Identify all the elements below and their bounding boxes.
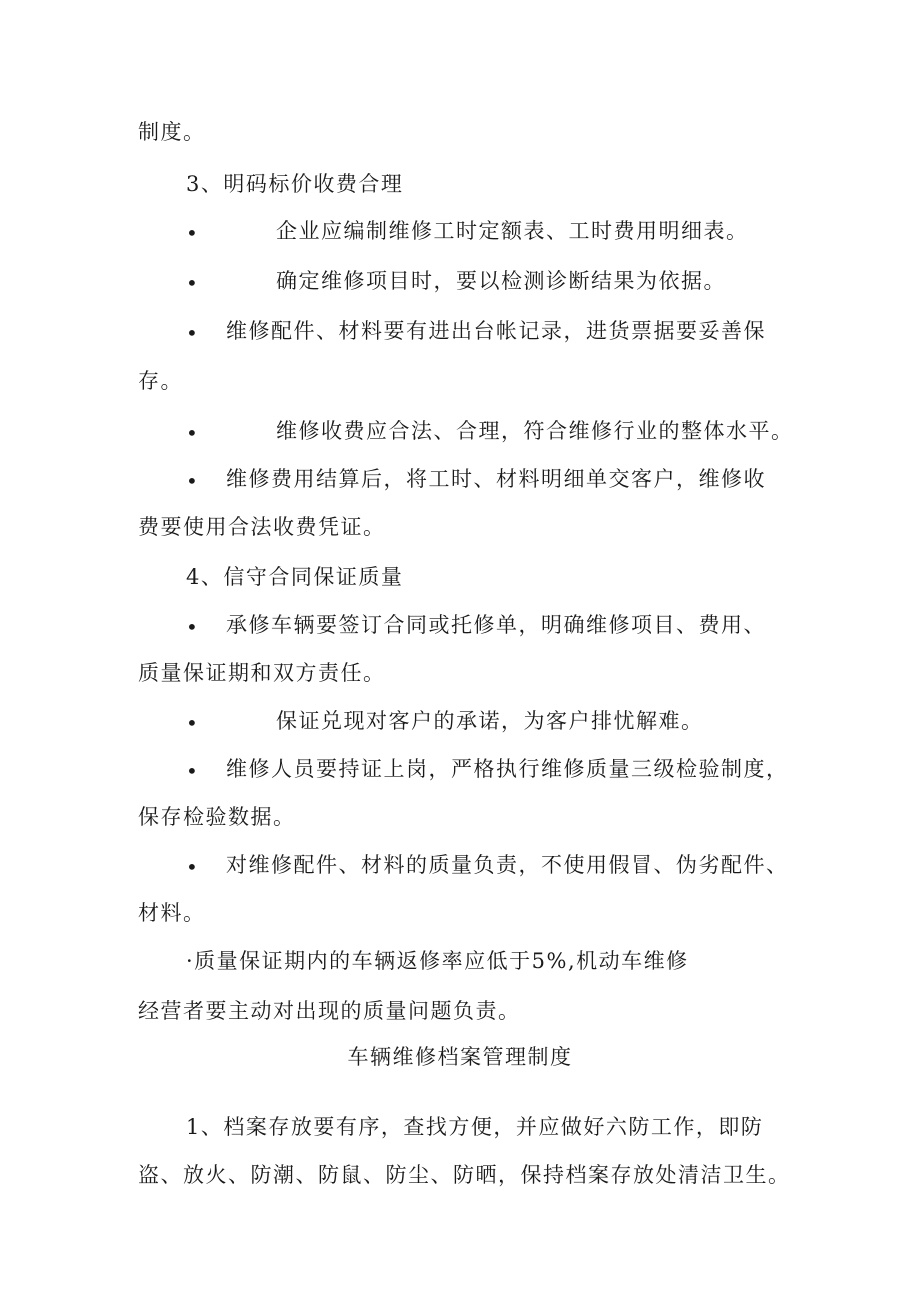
list-item: 维修收费应合法、合理，符合维修行业的整体水平。 bbox=[276, 419, 794, 443]
bullet-icon: • bbox=[186, 221, 198, 245]
paragraph-line: 1、档案存放要有序，查找方便，并应做好六防工作，即防 bbox=[186, 1115, 764, 1139]
list-item: 维修人员要持证上岗，严格执行维修质量三级检验制度， bbox=[226, 757, 789, 781]
bullet-icon: • bbox=[186, 711, 198, 735]
text-line: 经营者要主动对出现的质量问题负责。 bbox=[138, 999, 521, 1023]
list-item: 对维修配件、材料的质量负责，不使用假冒、伪劣配件、 bbox=[226, 853, 789, 877]
text-line: 费要使用合法收费凭证。 bbox=[138, 515, 386, 539]
bullet-icon: • bbox=[186, 759, 198, 783]
text-line: 材料。 bbox=[138, 901, 206, 925]
bullet-icon: • bbox=[186, 321, 198, 345]
paragraph-line: 盗、放火、防潮、防鼠、防尘、防晒，保持档案存放处清洁卫生。 bbox=[138, 1163, 791, 1187]
bullet-icon: • bbox=[186, 271, 198, 295]
text-line: 存。 bbox=[138, 369, 183, 393]
list-item: 承修车辆要签订合同或托修单，明确维修项目、费用、 bbox=[226, 613, 766, 637]
bullet-icon: • bbox=[186, 615, 198, 639]
bullet-icon: • bbox=[186, 469, 198, 493]
list-item: 企业应编制维修工时定额表、工时费用明细表。 bbox=[276, 219, 749, 243]
section-heading: 3、明码标价收费合理 bbox=[186, 172, 404, 196]
text-line: 制度。 bbox=[138, 120, 206, 144]
bullet-icon: • bbox=[186, 421, 198, 445]
section-title: 车辆维修档案管理制度 bbox=[347, 1045, 573, 1069]
text-line: 质量保证期和双方责任。 bbox=[138, 661, 386, 685]
text-line: 保存检验数据。 bbox=[138, 805, 296, 829]
list-item: 维修费用结算后，将工时、材料明细单交客户，维修收 bbox=[226, 467, 766, 491]
list-item: 确定维修项目时，要以检测诊断结果为依据。 bbox=[276, 269, 726, 293]
section-heading: 4、信守合同保证质量 bbox=[186, 565, 404, 589]
list-item: ·质量保证期内的车辆返修率应低于5%,机动车维修 bbox=[186, 949, 689, 973]
list-item: 保证兑现对客户的承诺，为客户排忧解难。 bbox=[276, 709, 704, 733]
bullet-icon: • bbox=[186, 855, 198, 879]
list-item: 维修配件、材料要有进出台帐记录，进货票据要妥善保 bbox=[226, 319, 766, 343]
